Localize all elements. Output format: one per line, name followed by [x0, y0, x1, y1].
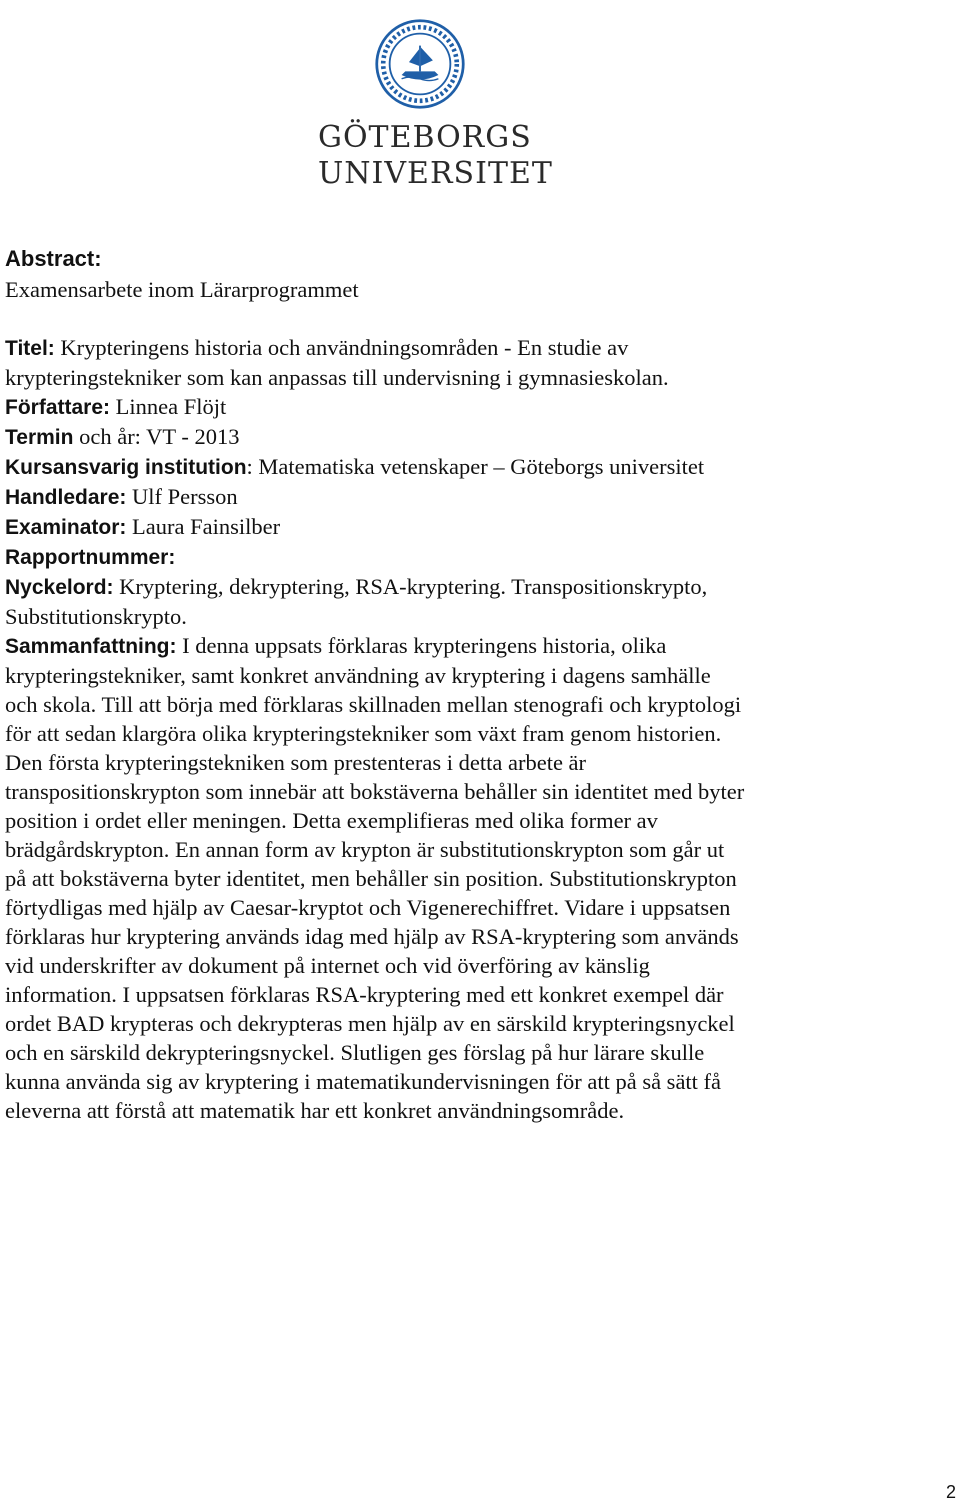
examiner-value: Laura Fainsilber — [126, 514, 281, 539]
author-label: Författare: — [5, 396, 111, 419]
summary-line: Den första krypteringstekniken som prestenteras i detta arbete är — [5, 750, 587, 775]
title-field — [5, 333, 865, 363]
summary-line: förklaras hur kryptering används idag med hjälp av RSA-kryptering som används — [5, 924, 739, 949]
summary-first-line: I denna uppsats förklaras krypteringens historia, olika — [176, 633, 667, 658]
institution-value: : Matematiska vetenskaper – Göteborgs universitet — [246, 454, 705, 479]
term-value: och år: VT - 2013 — [73, 424, 240, 449]
summary-label: Sammanfattning: — [5, 635, 177, 658]
abstract-section — [5, 243, 865, 1125]
abstract-heading: Abstract: — [5, 246, 102, 271]
summary-line: och skola. Till att börja med förklaras skillnaden mellan stenografi och kryptologi — [5, 692, 742, 717]
summary-line: och en särskild dekrypteringsnyckel. Slutligen ges förslag på hur lärare skulle — [5, 1040, 705, 1065]
summary-line: kunna använda sig av kryptering i matematikundervisningen för att på så sätt få — [5, 1069, 722, 1094]
title-value: Krypteringens historia och användningsområden - En studie av — [54, 335, 629, 360]
keywords-label: Nyckelord: — [5, 576, 114, 599]
examiner-label: Examinator: — [5, 516, 127, 539]
summary-line: position i ordet eller meningen. Detta exemplifieras med olika former av — [5, 808, 658, 833]
report-number-label: Rapportnummer: — [5, 546, 176, 569]
summary-body — [5, 661, 865, 1125]
summary-line: krypteringstekniker, samt konkret användning av kryptering i dagens samhälle — [5, 663, 711, 688]
summary-line: förtydligas med hjälp av Caesar-kryptot och Vigenerechiffret. Vidare i uppsatsen — [5, 895, 731, 920]
logo-wordmark-line1: GÖTEBORGS — [318, 120, 532, 155]
abstract-subtitle: Examensarbete inom Lärarprogrammet — [5, 277, 359, 302]
summary-line: vid underskrifter av dokument på internet och vid överföring av känslig — [5, 953, 650, 978]
author-value: Linnea Flöjt — [110, 394, 227, 419]
supervisor-value: Ulf Persson — [126, 484, 238, 509]
keywords-value: Kryptering, dekryptering, RSA-kryptering. Transpositionskrypto, — [113, 574, 708, 599]
supervisor-label: Handledare: — [5, 486, 127, 509]
report-number-field — [5, 542, 865, 572]
summary-line: information. I uppsatsen förklaras RSA-kryptering med ett konkret exempel där — [5, 982, 724, 1007]
summary-line: brädgårdskrypton. En annan form av krypton är substitutionskrypton som går ut — [5, 837, 725, 862]
summary-line: eleverna att förstå att matematik har ett konkret användningsområde. — [5, 1098, 625, 1123]
summary-line: för att sedan klargöra olika krypteringstekniker som växt fram genom historien. — [5, 721, 722, 746]
page-number: 2 — [945, 1482, 956, 1502]
author-field — [5, 392, 865, 422]
term-field — [5, 422, 865, 452]
institution-label: Kursansvarig institution — [5, 456, 247, 479]
summary-line: ordet BAD krypteras och dekrypteras men hjälp av en särskild krypteringsnyckel — [5, 1011, 735, 1036]
term-label: Termin — [5, 426, 74, 449]
title-label: Titel: — [5, 337, 55, 360]
institution-field — [5, 452, 865, 482]
keywords-value-cont: Substitutionskrypto. — [5, 604, 187, 629]
summary-line: på att bokstäverna byter identitet, men behåller sin position. Substitutionskrypton — [5, 866, 737, 891]
examiner-field — [5, 512, 865, 542]
supervisor-field — [5, 482, 865, 512]
summary-field — [5, 631, 865, 661]
university-seal-icon — [374, 18, 466, 110]
logo-wordmark-line2: UNIVERSITET — [318, 156, 553, 191]
title-value-cont: krypteringstekniker som kan anpassas till undervisning i gymnasieskolan. — [5, 365, 669, 390]
university-logo — [318, 18, 553, 191]
summary-line: transpositionskrypton som innebär att bokstäverna behåller sin identitet med byter — [5, 779, 745, 804]
keywords-field — [5, 572, 865, 602]
